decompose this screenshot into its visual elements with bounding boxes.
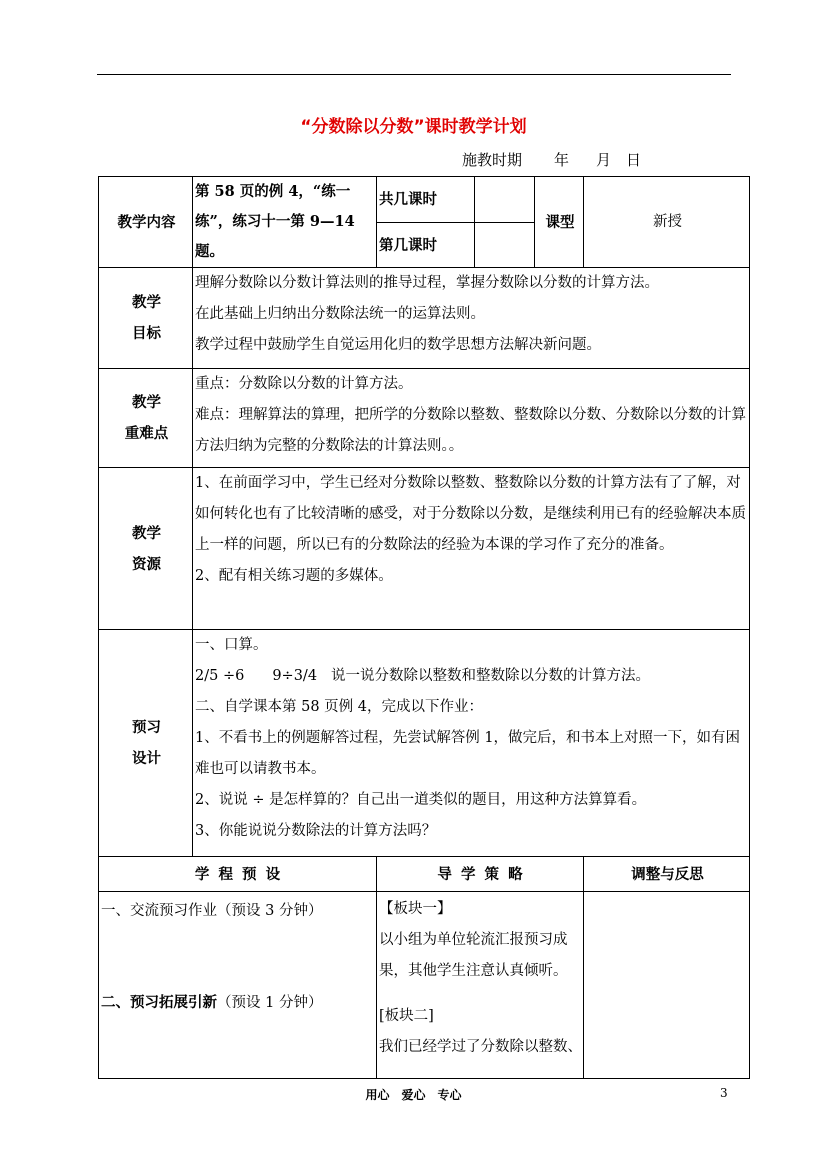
lesson-plan-table bbox=[98, 176, 750, 1079]
process-content bbox=[99, 892, 377, 1079]
page-title: “分数除以分数”课时教学计划 bbox=[300, 117, 527, 137]
date-label: 施教时期 bbox=[462, 151, 523, 169]
block-1-title: 【板块一】 bbox=[379, 901, 452, 917]
strategy-content bbox=[377, 892, 584, 1079]
date-day: 日 bbox=[626, 151, 642, 169]
strategy-header: 导 学 策 略 bbox=[377, 857, 584, 892]
keypoints-label: 教学 重难点 bbox=[99, 369, 193, 468]
preview-content bbox=[193, 630, 750, 857]
process-header: 学 程 预 设 bbox=[99, 857, 377, 892]
preview-line: 3、你能说说分数除法的计算方法吗？ bbox=[195, 823, 437, 839]
goals-label: 教学 目标 bbox=[99, 268, 193, 369]
preview-line: 二、自学课本第 58 页例 4，完成以下作业： bbox=[195, 699, 484, 715]
process-step-2: 二、预习拓展引新（预设 1 分钟） bbox=[101, 994, 323, 1011]
nth-lesson-value bbox=[475, 223, 535, 268]
goal-line: 在此基础上归纳出分数除法统一的运算法则。 bbox=[195, 306, 485, 322]
key-line: 重点：分数除以分数的计算方法。 bbox=[195, 376, 413, 392]
reflection-content bbox=[584, 892, 750, 1079]
total-lessons-label: 共几课时 bbox=[377, 177, 475, 223]
block-1-text: 以小组为单位轮流汇报预习成果，其他学生注意认真倾听。 bbox=[379, 932, 568, 979]
total-lessons-value bbox=[475, 177, 535, 223]
resource-line: 1、在前面学习中，学生已经对分数除以整数、整数除以分数的计算方法有了了解，对如何转化也有了比较清晰的感受，对于分数除以分数，是继续利用已有的经验解决本质上一样的问题，所以已有的分数除法的经验为本课的学习作了充分的准备。 bbox=[195, 475, 746, 553]
lesson-type-value: 新授 bbox=[584, 177, 750, 268]
content-value: 第 58 页的例 4，“练一练”，练习十一第 9—14 题。 bbox=[193, 177, 377, 268]
header-rule bbox=[97, 74, 731, 75]
block-2-title: [板块二] bbox=[379, 1008, 434, 1024]
goal-line: 理解分数除以分数计算法则的推导过程，掌握分数除以分数的计算方法。 bbox=[195, 275, 659, 291]
date-month: 月 bbox=[596, 151, 612, 169]
block-2-text: 我们已经学过了分数除以整数、 bbox=[379, 1039, 582, 1055]
nth-lesson-label: 第几课时 bbox=[377, 223, 475, 268]
goals-content bbox=[193, 268, 750, 369]
lesson-type-label: 课型 bbox=[535, 177, 584, 268]
resource-line: 2、配有相关练习题的多媒体。 bbox=[195, 568, 393, 584]
keypoints-content bbox=[193, 369, 750, 468]
process-step-1: 一、交流预习作业（预设 3 分钟） bbox=[101, 903, 323, 919]
key-line: 难点：理解算法的算理，把所学的分数除以整数、整数除以分数、分数除以分数的计算方法归纳为完整的分数除法的计算法则。。 bbox=[195, 407, 746, 454]
page-number: 3 bbox=[720, 1086, 728, 1100]
preview-oral-title: 一、口算。 bbox=[195, 637, 268, 653]
preview-line: 2、说说 ÷ 是怎样算的？自己出一道类似的题目，用这种方法算算看。 bbox=[195, 792, 647, 808]
date-year: 年 bbox=[554, 151, 570, 169]
resources-content bbox=[193, 468, 750, 630]
footer-motto: 用心 爱心 专心 bbox=[365, 1088, 462, 1102]
preview-oral-line: 2/5 ÷6 9÷3/4 说一说分数除以整数和整数除以分数的计算方法。 bbox=[195, 668, 651, 684]
content-label: 教学内容 bbox=[99, 177, 193, 268]
preview-label: 预习 设计 bbox=[99, 630, 193, 857]
resources-label: 教学 资源 bbox=[99, 468, 193, 630]
goal-line: 教学过程中鼓励学生自觉运用化归的数学思想方法解决新问题。 bbox=[195, 337, 601, 353]
reflection-header: 调整与反思 bbox=[584, 857, 750, 892]
preview-line: 1、不看书上的例题解答过程，先尝试解答例 1，做完后，和书本上对照一下，如有困难也可以请教书本。 bbox=[195, 730, 741, 777]
